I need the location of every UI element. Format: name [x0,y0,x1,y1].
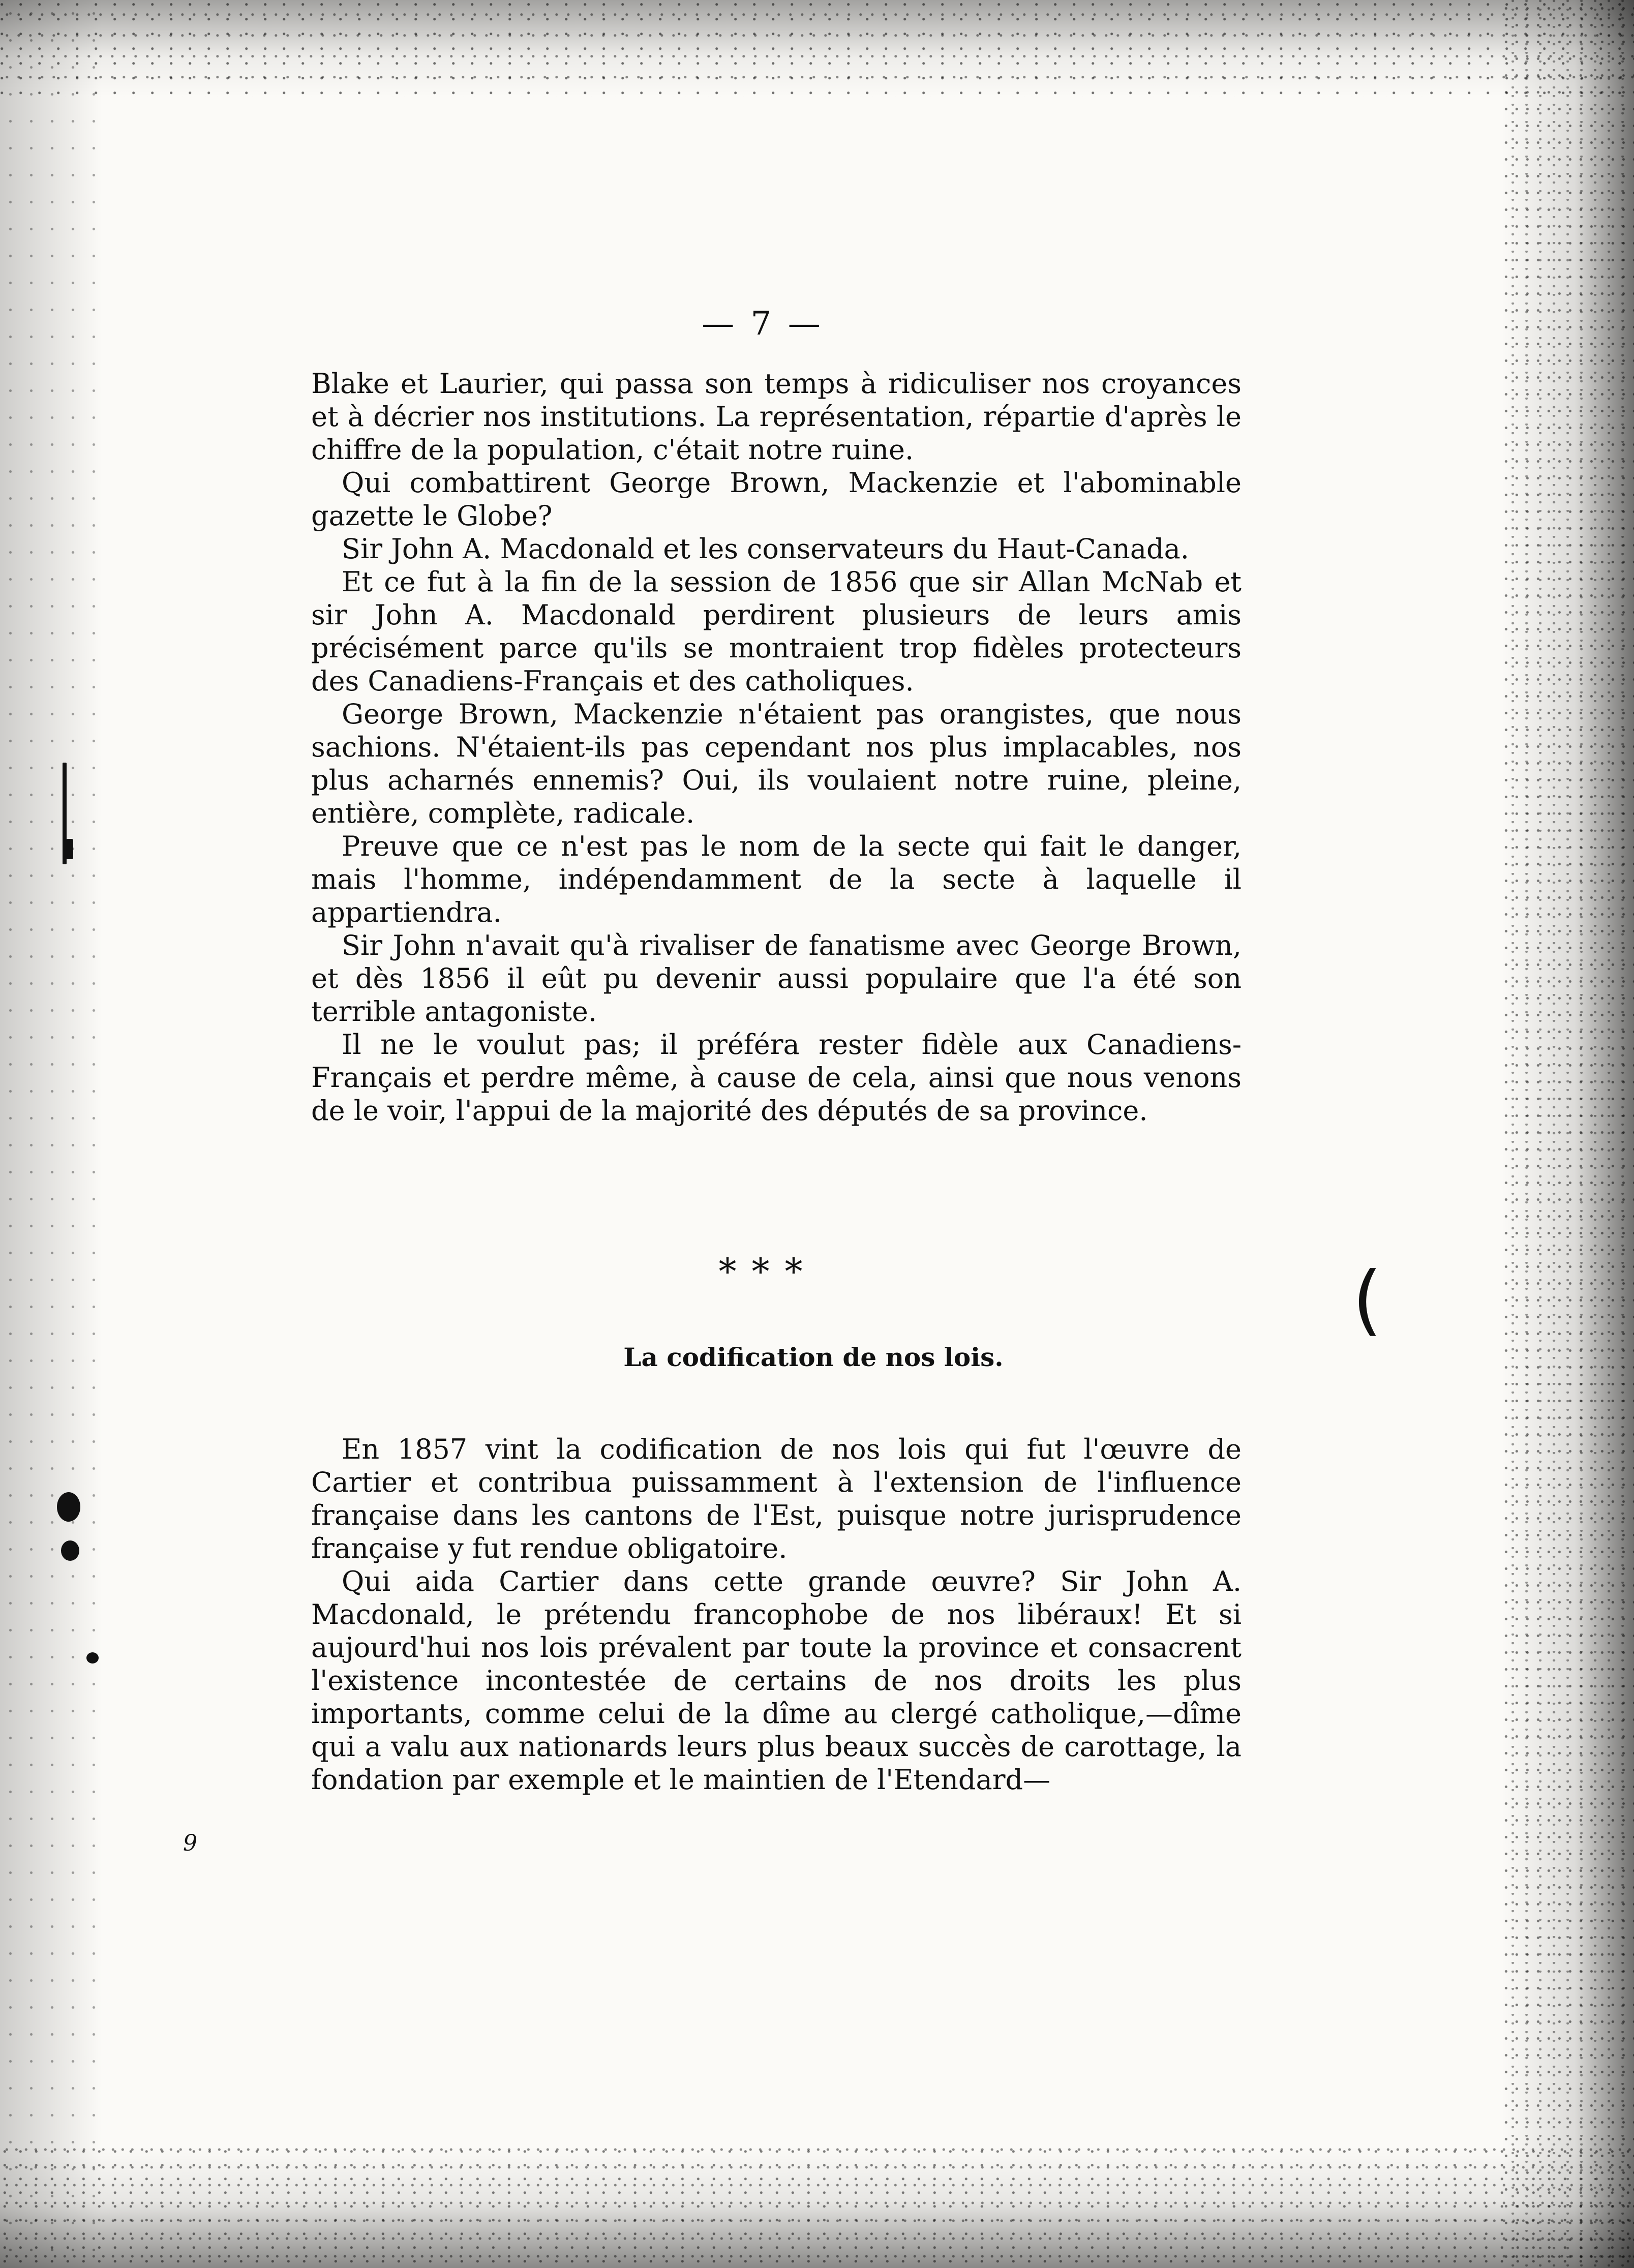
paragraph: Preuve que ce n'est pas le nom de la secte qui fait le danger, mais l'homme, indépendamment de la secte à laquelle il appartiendra. [311,830,1242,928]
scan-edge-left [0,0,102,2268]
paragraph: Blake et Laurier, qui passa son temps à ridiculiser nos croyances et à décrier nos institutions. La représentation, répartie d'après le chiffre de la population, c'était notre ruine. [311,368,1242,466]
scan-edge-right [1502,0,1634,2268]
body-text-section-2 [311,1433,1242,1796]
ink-blot [57,1492,80,1522]
paragraph: En 1857 vint la codification de nos lois qui fut l'œuvre de Cartier et contribua puissamment à l'extension de l'influence française dans les cantons de l'Est, puisque notre jurisprudence française y fut rendue obligatoire. [311,1433,1242,1564]
scan-edge-bottom [0,2146,1634,2268]
section-title: La codification de nos lois. [623,1342,1004,1372]
ink-blot [63,763,67,864]
paragraph: Sir John n'avait qu'à rivaliser de fanatisme avec George Brown, et dès 1856 il eût pu devenir aussi populaire que l'a été son terrible antagoniste. [311,929,1242,1027]
margin-annotation: ( [1352,1256,1382,1344]
section-divider: * * * [718,1251,807,1292]
paragraph: Sir John A. Macdonald et les conservateurs du Haut-Canada. [342,533,1189,565]
paragraph: Il ne le voulut pas; il préféra rester fidèle aux Canadiens-Français et perdre même, à cause de cela, ainsi que nous venons de le voir, l'appui de la majorité des députés de sa province. [311,1029,1242,1127]
paragraph: Et ce fut à la fin de la session de 1856 que sir Allan McNab et sir John A. Macdonald perdirent plusieurs de leurs amis précisément parce qu'ils se montraient trop fidèles protecteurs des Canadiens-Français et des catholiques. [311,566,1242,697]
paragraph: Qui combattirent George Brown, Mackenzie et l'abominable gazette le Globe? [311,467,1242,532]
ink-blot [61,1540,79,1561]
body-text-section-1 [311,367,1242,1127]
ink-blot [66,839,73,859]
ink-blot [86,1652,99,1664]
margin-annotation: 9 [183,1830,197,1856]
paragraph: Qui aida Cartier dans cette grande œuvre? Sir John A. Macdonald, le prétendu francophobe de nos libéraux! Et si aujourd'hui nos lois prévalent par toute la province et consacrent l'existence incontestée de certains de nos droits les plus importants, comme celui de la dîme au clergé catholique,—dîme qui a valu aux nationards leurs plus beaux succès de carottage, la fondation par exemple et le maintien de l'Etendard— [311,1565,1242,1796]
page-number: — 7 — [702,305,824,343]
paragraph: George Brown, Mackenzie n'étaient pas orangistes, que nous sachions. N'étaient-ils pas cependant nos plus implacables, nos plus acharnés ennemis? Oui, ils voulaient notre ruine, pleine, entière, complète, radicale. [311,698,1242,829]
scan-edge-top [0,0,1634,97]
